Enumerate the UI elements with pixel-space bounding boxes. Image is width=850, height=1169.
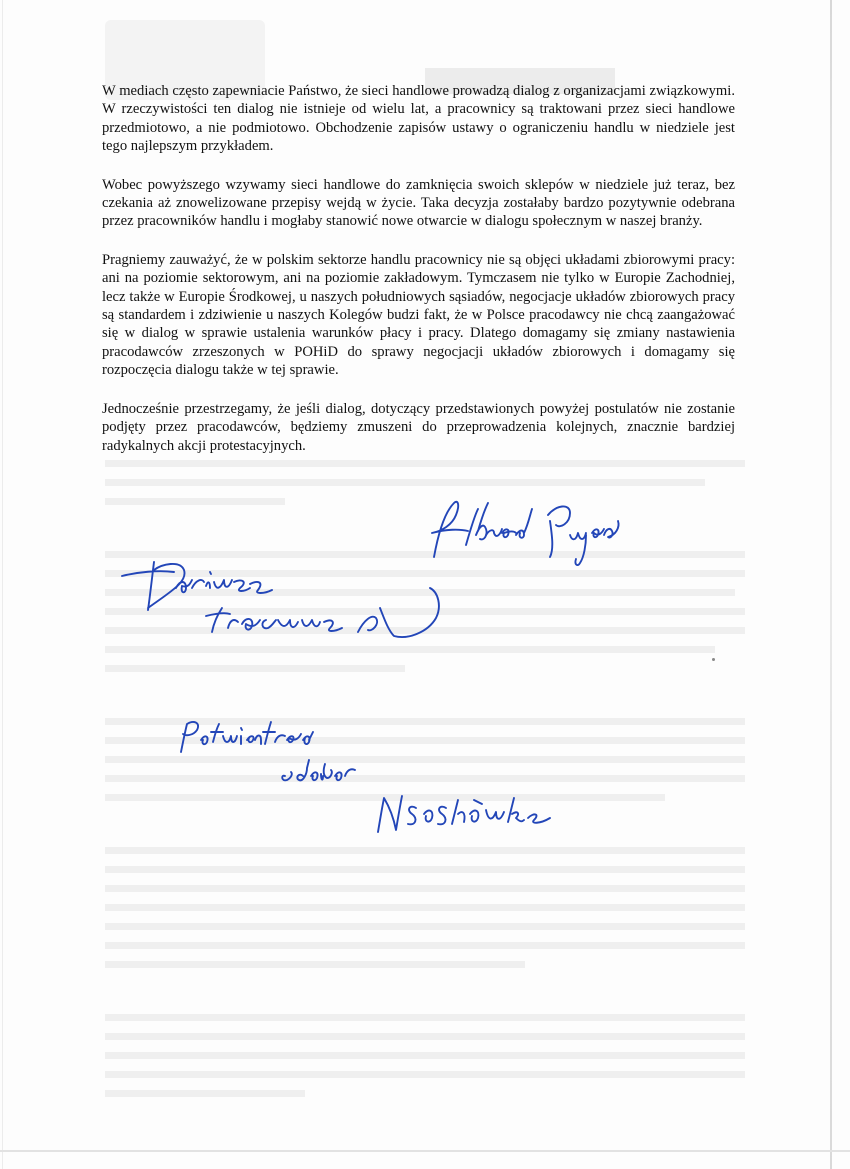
scan-edge-bottom <box>0 1150 850 1152</box>
scan-edge-right <box>830 0 832 1169</box>
paragraph-2: Wobec powyższego wzywamy sieci handlowe do zamknięcia swoich sklepów w niedziele już teraz, bez czekania aż znowelizowane przepisy wejdą w życie. Taka decyzja zostałaby bardzo pozytywnie odebrana przez pracowników handlu i mogłaby stanowić nowe otwarcie w dialogu społecznym w naszej branży. <box>102 176 735 230</box>
paragraph-1: W mediach często zapewniacie Państwo, że sieci handlowe prowadzą dialog z organizacjami związkowymi. W rzeczywistości ten dialog nie istnieje od wielu lat, a pracownicy są traktowani przez sieci handlowe przedmiotowo, a nie podmiotowo. Obchodzenie zapisów ustawy o ograniczeniu handlu w niedziele jest tego najlepszym przykładem. <box>102 83 735 155</box>
paragraph-3: Pragniemy zauważyć, że w polskim sektorze handlu pracownicy nie są objęci układami zbiorowymi pracy: ani na poziomie sektorowym, ani na poziomie zakładowym. Tymczasem nie tylko w Europie Zachodniej, lecz także w Europie Środkowej, u naszych południowych sąsiadów, negocjacje układów zbiorowych pracy są standardem i zdziwienie u naszych Kolegów budzi fakt, że w Polsce pracodawcy nie chcą zaangażować się w dialog w sprawie ustalenia warunków płacy i pracy. Dlatego domagamy się zmiany nastawienia pracodawców zrzeszonych w POHiD do sprawy negocjacji układów zbiorowych i domagamy się rozpoczęcia dialogu także w tej sprawie. <box>102 251 735 379</box>
receipt-signature <box>372 788 562 838</box>
letter-body <box>102 82 735 475</box>
scan-speck <box>712 658 715 661</box>
paragraph-4: Jednocześnie przestrzegamy, że jeśli dialog, dotyczący przedstawionych powyżej postulatów nie zostanie podjęty przez pracodawców, będziemy zmuszeni do przeprowadzenia kolejnych, znacznie bardziej radykalnych akcji protestacyjnych. <box>102 400 735 454</box>
signature-dariusz-paczuski <box>118 548 478 648</box>
receipt-note-handwriting <box>175 718 365 788</box>
signature-alfred-bujara <box>420 495 630 570</box>
scan-edge-left <box>2 0 3 1169</box>
